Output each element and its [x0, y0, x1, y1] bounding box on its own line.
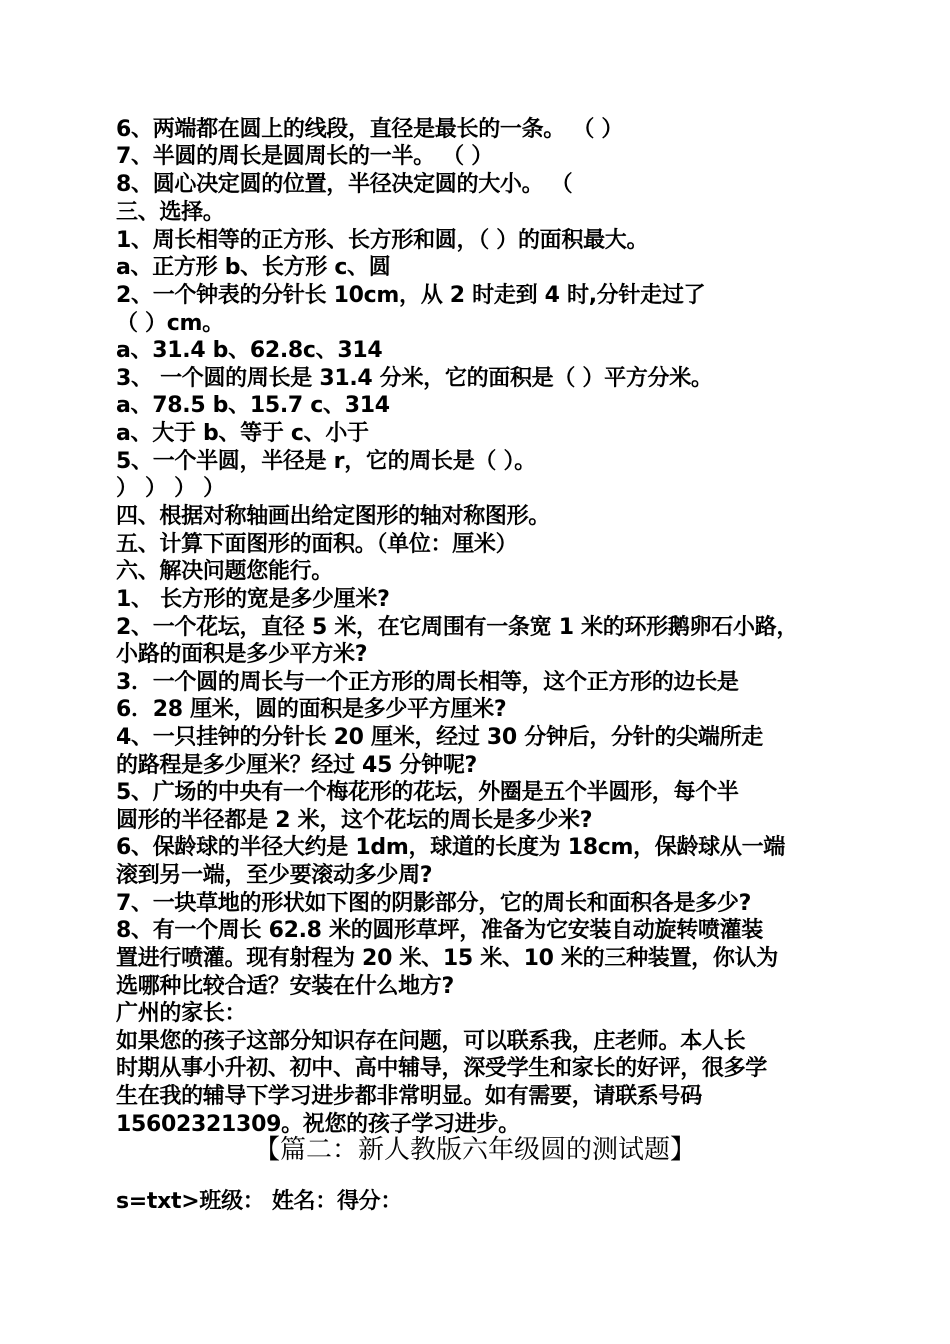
text-line: 广州的家长： — [116, 1001, 247, 1026]
text-line: 2、一个钟表的分针长 10cm，从 2 时走到 4 时,分针走过了 — [116, 283, 706, 308]
text-line: ） ） ） ） — [116, 476, 225, 501]
text-line: 7、一块草地的形状如下图的阴影部分，它的周长和面积各是多少? — [116, 891, 752, 916]
text-line: a、大于 b、等于 c、小于 — [116, 421, 369, 446]
text-line: 置进行喷灌。现有射程为 20 米、15 米、10 米的三种装置，你认为 — [116, 946, 778, 971]
text-line: 6、保龄球的半径大约是 1dm，球道的长度为 18cm，保龄球从一端 — [116, 835, 785, 860]
text-line: 滚到另一端，至少要滚动多少周? — [116, 863, 433, 888]
text-line: 8、圆心决定圆的位置，半径决定圆的大小。 （ — [116, 172, 573, 197]
text-line: 8、有一个周长 62.8 米的圆形草坪，准备为它安装自动旋转喷灌装 — [116, 918, 764, 943]
text-line: 2、一个花坛，直径 5 米，在它周围有一条宽 1 米的环形鹅卵石小路， — [116, 615, 799, 640]
text-line: 6．28 厘米，圆的面积是多少平方厘米? — [116, 697, 507, 722]
text-line: 选哪种比较合适？安装在什么地方? — [116, 974, 454, 999]
text-line: 1、周长相等的正方形、长方形和圆，（ ）的面积最大。 — [116, 228, 649, 253]
section-heading: 六、解决问题您能行。 — [116, 559, 334, 584]
text-line: a、78.5 b、15.7 c、314 — [116, 393, 390, 418]
text-line: 6、两端都在圆上的线段，直径是最长的一条。 （ ） — [116, 117, 624, 142]
text-line: 如果您的孩子这部分知识存在问题，可以联系我，庄老师。本人长 — [116, 1029, 746, 1054]
text-line: a、正方形 b、长方形 c、圆 — [116, 255, 391, 280]
text-line: 5、广场的中央有一个梅花形的花坛，外圈是五个半圆形，每个半 — [116, 780, 739, 805]
text-line: 3．一个圆的周长与一个正方形的周长相等，这个正方形的边长是 — [116, 670, 739, 695]
section-heading: 四、根据对称轴画出给定图形的轴对称图形。 — [116, 504, 551, 529]
text-line: 生在我的辅导下学习进步都非常明显。如有需要，请联系号码 — [116, 1084, 702, 1109]
text-line: 4、一只挂钟的分针长 20 厘米，经过 30 分钟后，分针的尖端所走 — [116, 725, 763, 750]
text-line: 1、 长方形的宽是多少厘米? — [116, 587, 390, 612]
section-title: 【篇二：新人教版六年级圆的测试题】 — [253, 1135, 696, 1165]
text-line: （ ）cm。 — [116, 311, 224, 336]
text-line: 的路程是多少厘米？经过 45 分钟呢? — [116, 753, 477, 778]
text-line: 3、 一个圆的周长是 31.4 分米，它的面积是（ ）平方分米。 — [116, 366, 713, 391]
text-line: 15602321309。祝您的孩子学习进步。 — [116, 1112, 520, 1137]
text-line: 5、一个半圆，半径是 r，它的周长是（ ）。 — [116, 449, 536, 474]
text-line: 时期从事小升初、初中、高中辅导，深受学生和家长的好评，很多学 — [116, 1056, 768, 1081]
text-line: 小路的面积是多少平方米? — [116, 642, 368, 667]
footer-line: s=txt>班级： 姓名：得分： — [116, 1189, 403, 1214]
text-line: a、31.4 b、62.8c、314 — [116, 338, 383, 363]
section-heading: 五、计算下面图形的面积。（单位：厘米） — [116, 532, 518, 557]
text-line: 圆形的半径都是 2 米，这个花坛的周长是多少米? — [116, 808, 593, 833]
text-line: 7、半圆的周长是圆周长的一半。 （ ） — [116, 144, 493, 169]
section-heading: 三、选择。 — [116, 200, 225, 225]
